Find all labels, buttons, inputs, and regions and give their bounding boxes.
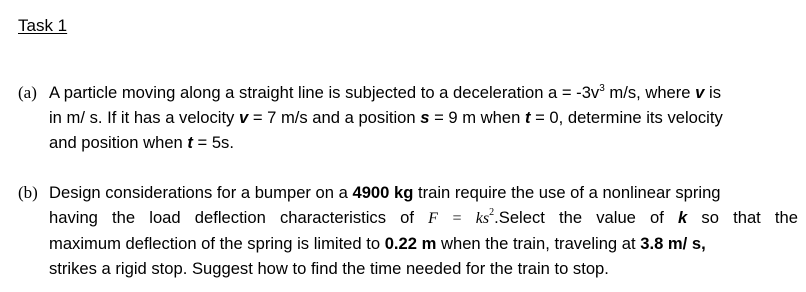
- train-speed: 3.8 m/ s,: [640, 234, 706, 253]
- variable-t: t: [187, 133, 193, 152]
- problem-a: [18, 80, 798, 155]
- problem-a-text: = 5s.: [192, 133, 234, 152]
- problem-b-line-1: [18, 180, 798, 205]
- problem-b-label: (b): [18, 183, 38, 202]
- problem-b: [18, 180, 798, 281]
- problem-b-line-4: strikes a rigid stop. Suggest how to find the time needed for the train to stop.: [49, 259, 609, 278]
- problem-a-text: in m/ s. If it has a velocity: [49, 108, 239, 127]
- problem-b-line-3: [18, 231, 798, 256]
- variable-k: k: [678, 208, 688, 227]
- problem-b-text: when the train, traveling at: [436, 234, 641, 253]
- problem-b-text: maximum deflection of the spring is limited to: [49, 234, 385, 253]
- problem-b-line-2: [18, 205, 798, 231]
- problem-b-text: so that the: [687, 208, 798, 227]
- problem-a-text: and position when: [49, 133, 188, 152]
- variable-v: v: [238, 108, 249, 127]
- problem-a-line-1: [18, 80, 798, 105]
- variable-s: s: [420, 108, 430, 127]
- problem-b-text: .Select the value of: [494, 208, 679, 227]
- problem-a-label: (a): [18, 83, 37, 102]
- exponent: 3: [599, 83, 605, 94]
- task-title: Task 1: [18, 16, 68, 35]
- problem-a-text: = 9 m when: [429, 108, 525, 127]
- problem-b-text: having the load deflection characteristics of: [49, 208, 429, 227]
- variable-t: t: [524, 108, 531, 127]
- max-deflection: 0.22 m: [384, 234, 437, 253]
- variable-v: v: [695, 83, 705, 102]
- problem-a-text: m/s, where: [604, 83, 696, 102]
- spring-formula: [428, 207, 495, 227]
- problem-a-line-2: [18, 105, 798, 130]
- problem-b-text: train require the use of a nonlinear spring: [413, 183, 721, 202]
- problem-a-text: = 7 m/s and a position: [248, 108, 421, 127]
- problem-a-line-3: [18, 130, 798, 155]
- exponent: 2: [489, 207, 495, 218]
- problem-a-text: A particle moving along a straight line is subjected to a deceleration a = -3v: [49, 83, 600, 102]
- problem-a-text: is: [704, 83, 721, 102]
- formula-text: F = ks: [428, 210, 490, 227]
- problem-b-text: Design considerations for a bumper on a: [49, 183, 353, 202]
- problem-a-text: = 0, determine its velocity: [530, 108, 723, 127]
- train-mass: 4900 kg: [352, 183, 414, 202]
